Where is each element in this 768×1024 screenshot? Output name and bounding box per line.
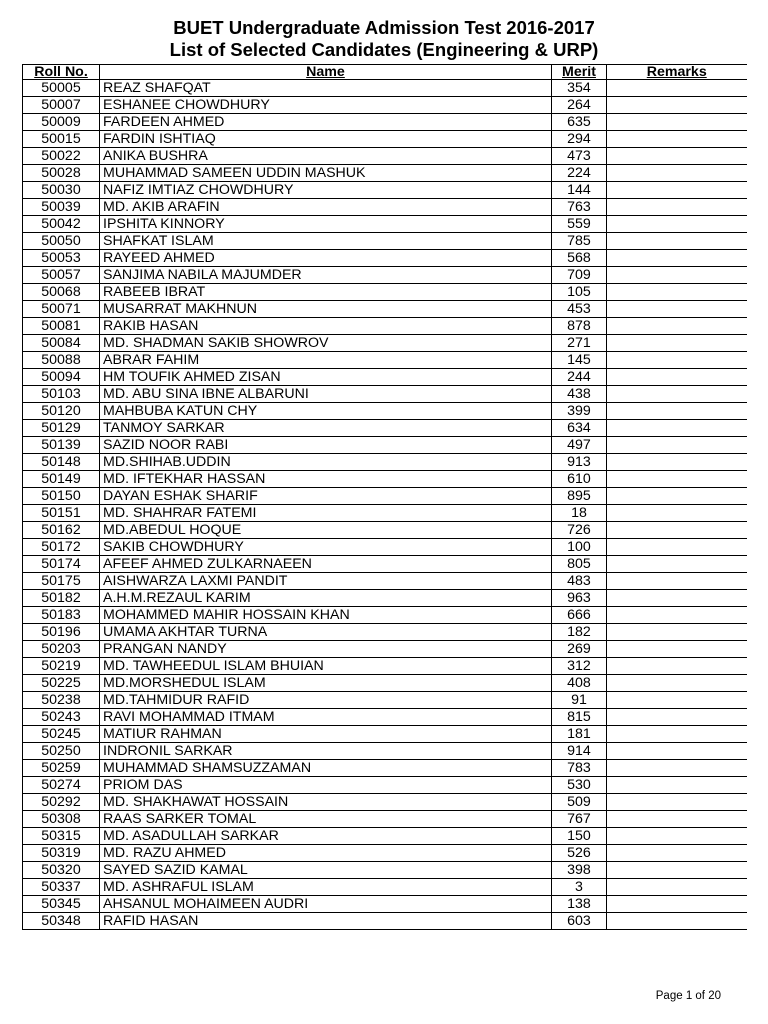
roll-cell: 50162: [23, 522, 100, 539]
table-row: [23, 165, 747, 182]
roll-cell: 50203: [23, 641, 100, 658]
table-row: [23, 913, 747, 930]
roll-cell: 50274: [23, 777, 100, 794]
merit-cell: 509: [552, 794, 607, 811]
name-cell: UMAMA AKHTAR TURNA: [100, 624, 552, 641]
selected-candidates-table: [22, 64, 747, 930]
merit-cell: 815: [552, 709, 607, 726]
remarks-cell: [607, 709, 747, 726]
table-row: [23, 505, 747, 522]
table-row: [23, 828, 747, 845]
table-row: [23, 114, 747, 131]
table-row: [23, 658, 747, 675]
name-cell: TANMOY SARKAR: [100, 420, 552, 437]
remarks-cell: [607, 777, 747, 794]
roll-cell: 50308: [23, 811, 100, 828]
roll-cell: 50225: [23, 675, 100, 692]
name-cell: MD. ABU SINA IBNE ALBARUNI: [100, 386, 552, 403]
remarks-cell: [607, 879, 747, 896]
roll-cell: 50172: [23, 539, 100, 556]
table-row: [23, 284, 747, 301]
roll-cell: 50084: [23, 335, 100, 352]
name-cell: INDRONIL SARKAR: [100, 743, 552, 760]
name-cell: ANIKA BUSHRA: [100, 148, 552, 165]
name-cell: RABEEB IBRAT: [100, 284, 552, 301]
table-row: [23, 573, 747, 590]
merit-cell: 271: [552, 335, 607, 352]
table-row: [23, 624, 747, 641]
merit-cell: 497: [552, 437, 607, 454]
roll-cell: 50148: [23, 454, 100, 471]
name-cell: MATIUR RAHMAN: [100, 726, 552, 743]
name-cell: AHSANUL MOHAIMEEN AUDRI: [100, 896, 552, 913]
table-row: [23, 267, 747, 284]
roll-cell: 50009: [23, 114, 100, 131]
table-row: [23, 420, 747, 437]
roll-cell: 50175: [23, 573, 100, 590]
merit-cell: 610: [552, 471, 607, 488]
name-cell: MUSARRAT MAKHNUN: [100, 301, 552, 318]
merit-cell: 785: [552, 233, 607, 250]
table-row: [23, 369, 747, 386]
table-row: [23, 862, 747, 879]
name-cell: SAKIB CHOWDHURY: [100, 539, 552, 556]
document-subtitle: List of Selected Candidates (Engineering & URP): [169, 39, 599, 60]
table-row: [23, 318, 747, 335]
column-header-remarks: Remarks: [607, 65, 747, 80]
table-row: [23, 522, 747, 539]
merit-cell: 105: [552, 284, 607, 301]
name-cell: HM TOUFIK AHMED ZISAN: [100, 369, 552, 386]
merit-cell: 224: [552, 165, 607, 182]
roll-cell: 50015: [23, 131, 100, 148]
name-cell: SAYED SAZID KAMAL: [100, 862, 552, 879]
roll-cell: 50050: [23, 233, 100, 250]
remarks-cell: [607, 522, 747, 539]
merit-cell: 3: [552, 879, 607, 896]
roll-cell: 50315: [23, 828, 100, 845]
merit-cell: 312: [552, 658, 607, 675]
name-cell: MAHBUBA KATUN CHY: [100, 403, 552, 420]
roll-cell: 50007: [23, 97, 100, 114]
merit-cell: 399: [552, 403, 607, 420]
name-cell: FARDEEN AHMED: [100, 114, 552, 131]
merit-cell: 878: [552, 318, 607, 335]
roll-cell: 50068: [23, 284, 100, 301]
table-row: [23, 675, 747, 692]
remarks-cell: [607, 726, 747, 743]
merit-cell: 895: [552, 488, 607, 505]
merit-cell: 18: [552, 505, 607, 522]
merit-cell: 666: [552, 607, 607, 624]
table-row: [23, 641, 747, 658]
merit-cell: 264: [552, 97, 607, 114]
remarks-cell: [607, 199, 747, 216]
remarks-cell: [607, 420, 747, 437]
table-row: [23, 182, 747, 199]
merit-cell: 709: [552, 267, 607, 284]
remarks-cell: [607, 233, 747, 250]
remarks-cell: [607, 216, 747, 233]
table-row: [23, 743, 747, 760]
merit-cell: 963: [552, 590, 607, 607]
merit-cell: 783: [552, 760, 607, 777]
name-cell: MOHAMMED MAHIR HOSSAIN KHAN: [100, 607, 552, 624]
remarks-cell: [607, 760, 747, 777]
roll-cell: 50028: [23, 165, 100, 182]
name-cell: MD. ASHRAFUL ISLAM: [100, 879, 552, 896]
table-row: [23, 131, 747, 148]
name-cell: MD. SHAKHAWAT HOSSAIN: [100, 794, 552, 811]
name-cell: AFEEF AHMED ZULKARNAEEN: [100, 556, 552, 573]
name-cell: MD.SHIHAB.UDDIN: [100, 454, 552, 471]
remarks-cell: [607, 658, 747, 675]
document-title: BUET Undergraduate Admission Test 2016-2017: [173, 17, 595, 38]
table-row: [23, 199, 747, 216]
table-row: [23, 692, 747, 709]
roll-cell: 50319: [23, 845, 100, 862]
table-row: [23, 403, 747, 420]
column-header-name: Name: [100, 65, 552, 80]
name-cell: MD. RAZU AHMED: [100, 845, 552, 862]
merit-cell: 603: [552, 913, 607, 930]
remarks-cell: [607, 539, 747, 556]
merit-cell: 634: [552, 420, 607, 437]
table-row: [23, 454, 747, 471]
remarks-cell: [607, 573, 747, 590]
remarks-cell: [607, 165, 747, 182]
table-row: [23, 352, 747, 369]
roll-cell: 50219: [23, 658, 100, 675]
name-cell: MD.ABEDUL HOQUE: [100, 522, 552, 539]
remarks-cell: [607, 896, 747, 913]
merit-cell: 483: [552, 573, 607, 590]
merit-cell: 913: [552, 454, 607, 471]
table-row: [23, 760, 747, 777]
roll-cell: 50345: [23, 896, 100, 913]
name-cell: RAFID HASAN: [100, 913, 552, 930]
remarks-cell: [607, 437, 747, 454]
remarks-cell: [607, 862, 747, 879]
table-row: [23, 896, 747, 913]
remarks-cell: [607, 182, 747, 199]
name-cell: ESHANEE CHOWDHURY: [100, 97, 552, 114]
roll-cell: 50243: [23, 709, 100, 726]
roll-cell: 50196: [23, 624, 100, 641]
table-row: [23, 607, 747, 624]
merit-cell: 145: [552, 352, 607, 369]
roll-cell: 50081: [23, 318, 100, 335]
table-row: [23, 233, 747, 250]
remarks-cell: [607, 607, 747, 624]
remarks-cell: [607, 828, 747, 845]
table-row: [23, 777, 747, 794]
name-cell: RAVI MOHAMMAD ITMAM: [100, 709, 552, 726]
table-row: [23, 879, 747, 896]
roll-cell: 50337: [23, 879, 100, 896]
table-row: [23, 539, 747, 556]
remarks-cell: [607, 641, 747, 658]
table-row: [23, 437, 747, 454]
remarks-cell: [607, 301, 747, 318]
remarks-cell: [607, 369, 747, 386]
name-cell: MUHAMMAD SHAMSUZZAMAN: [100, 760, 552, 777]
roll-cell: 50259: [23, 760, 100, 777]
name-cell: MUHAMMAD SAMEEN UDDIN MASHUK: [100, 165, 552, 182]
table-row: [23, 335, 747, 352]
merit-cell: 635: [552, 114, 607, 131]
remarks-cell: [607, 97, 747, 114]
roll-cell: 50088: [23, 352, 100, 369]
roll-cell: 50182: [23, 590, 100, 607]
name-cell: MD. SHAHRAR FATEMI: [100, 505, 552, 522]
roll-cell: 50057: [23, 267, 100, 284]
name-cell: REAZ SHAFQAT: [100, 80, 552, 97]
table-row: [23, 148, 747, 165]
name-cell: ABRAR FAHIM: [100, 352, 552, 369]
table-row: [23, 726, 747, 743]
name-cell: AISHWARZA LAXMI PANDIT: [100, 573, 552, 590]
merit-cell: 568: [552, 250, 607, 267]
remarks-cell: [607, 148, 747, 165]
remarks-cell: [607, 131, 747, 148]
remarks-cell: [607, 284, 747, 301]
table-row: [23, 709, 747, 726]
name-cell: SANJIMA NABILA MAJUMDER: [100, 267, 552, 284]
name-cell: PRIOM DAS: [100, 777, 552, 794]
table-row: [23, 845, 747, 862]
name-cell: MD. AKIB ARAFIN: [100, 199, 552, 216]
table-row: [23, 556, 747, 573]
merit-cell: 438: [552, 386, 607, 403]
remarks-cell: [607, 318, 747, 335]
remarks-cell: [607, 811, 747, 828]
remarks-cell: [607, 454, 747, 471]
table-row: [23, 811, 747, 828]
roll-cell: 50042: [23, 216, 100, 233]
remarks-cell: [607, 692, 747, 709]
remarks-cell: [607, 352, 747, 369]
remarks-cell: [607, 403, 747, 420]
name-cell: MD.TAHMIDUR RAFID: [100, 692, 552, 709]
table-header-row: [23, 65, 747, 80]
remarks-cell: [607, 386, 747, 403]
name-cell: NAFIZ IMTIAZ CHOWDHURY: [100, 182, 552, 199]
name-cell: IPSHITA KINNORY: [100, 216, 552, 233]
name-cell: MD. TAWHEEDUL ISLAM BHUIAN: [100, 658, 552, 675]
name-cell: MD. SHADMAN SAKIB SHOWROV: [100, 335, 552, 352]
merit-cell: 354: [552, 80, 607, 97]
merit-cell: 559: [552, 216, 607, 233]
name-cell: MD.MORSHEDUL ISLAM: [100, 675, 552, 692]
merit-cell: 100: [552, 539, 607, 556]
table-row: [23, 488, 747, 505]
roll-cell: 50094: [23, 369, 100, 386]
table-body: [23, 80, 747, 930]
roll-cell: 50292: [23, 794, 100, 811]
name-cell: RAKIB HASAN: [100, 318, 552, 335]
remarks-cell: [607, 114, 747, 131]
roll-cell: 50151: [23, 505, 100, 522]
roll-cell: 50129: [23, 420, 100, 437]
roll-cell: 50320: [23, 862, 100, 879]
roll-cell: 50348: [23, 913, 100, 930]
name-cell: DAYAN ESHAK SHARIF: [100, 488, 552, 505]
merit-cell: 767: [552, 811, 607, 828]
roll-cell: 50071: [23, 301, 100, 318]
remarks-cell: [607, 913, 747, 930]
merit-cell: 453: [552, 301, 607, 318]
roll-cell: 50039: [23, 199, 100, 216]
merit-cell: 408: [552, 675, 607, 692]
roll-cell: 50238: [23, 692, 100, 709]
table-row: [23, 250, 747, 267]
roll-cell: 50053: [23, 250, 100, 267]
roll-cell: 50183: [23, 607, 100, 624]
table-row: [23, 794, 747, 811]
column-header-roll: Roll No.: [23, 65, 100, 80]
remarks-cell: [607, 471, 747, 488]
merit-cell: 473: [552, 148, 607, 165]
table-row: [23, 471, 747, 488]
remarks-cell: [607, 250, 747, 267]
roll-cell: 50103: [23, 386, 100, 403]
roll-cell: 50250: [23, 743, 100, 760]
merit-cell: 91: [552, 692, 607, 709]
name-cell: MD. IFTEKHAR HASSAN: [100, 471, 552, 488]
roll-cell: 50030: [23, 182, 100, 199]
merit-cell: 726: [552, 522, 607, 539]
name-cell: RAAS SARKER TOMAL: [100, 811, 552, 828]
remarks-cell: [607, 80, 747, 97]
table-row: [23, 386, 747, 403]
column-header-merit: Merit: [552, 65, 607, 80]
remarks-cell: [607, 794, 747, 811]
document-header: [0, 17, 768, 61]
name-cell: SAZID NOOR RABI: [100, 437, 552, 454]
roll-cell: 50150: [23, 488, 100, 505]
roll-cell: 50120: [23, 403, 100, 420]
name-cell: FARDIN ISHTIAQ: [100, 131, 552, 148]
page-number: Page 1 of 20: [655, 990, 721, 1002]
remarks-cell: [607, 556, 747, 573]
table-row: [23, 590, 747, 607]
merit-cell: 530: [552, 777, 607, 794]
remarks-cell: [607, 675, 747, 692]
table-row: [23, 301, 747, 318]
roll-cell: 50022: [23, 148, 100, 165]
table-row: [23, 216, 747, 233]
roll-cell: 50005: [23, 80, 100, 97]
merit-cell: 181: [552, 726, 607, 743]
name-cell: PRANGAN NANDY: [100, 641, 552, 658]
remarks-cell: [607, 743, 747, 760]
merit-cell: 294: [552, 131, 607, 148]
remarks-cell: [607, 488, 747, 505]
merit-cell: 805: [552, 556, 607, 573]
name-cell: A.H.M.REZAUL KARIM: [100, 590, 552, 607]
remarks-cell: [607, 267, 747, 284]
roll-cell: 50139: [23, 437, 100, 454]
merit-cell: 398: [552, 862, 607, 879]
merit-cell: 244: [552, 369, 607, 386]
name-cell: MD. ASADULLAH SARKAR: [100, 828, 552, 845]
remarks-cell: [607, 624, 747, 641]
remarks-cell: [607, 335, 747, 352]
table-row: [23, 97, 747, 114]
remarks-cell: [607, 505, 747, 522]
merit-cell: 914: [552, 743, 607, 760]
remarks-cell: [607, 590, 747, 607]
merit-cell: 144: [552, 182, 607, 199]
roll-cell: 50174: [23, 556, 100, 573]
merit-cell: 138: [552, 896, 607, 913]
name-cell: RAYEED AHMED: [100, 250, 552, 267]
merit-cell: 150: [552, 828, 607, 845]
roll-cell: 50245: [23, 726, 100, 743]
roll-cell: 50149: [23, 471, 100, 488]
table-row: [23, 80, 747, 97]
merit-cell: 269: [552, 641, 607, 658]
remarks-cell: [607, 845, 747, 862]
merit-cell: 182: [552, 624, 607, 641]
merit-cell: 526: [552, 845, 607, 862]
name-cell: SHAFKAT ISLAM: [100, 233, 552, 250]
merit-cell: 763: [552, 199, 607, 216]
